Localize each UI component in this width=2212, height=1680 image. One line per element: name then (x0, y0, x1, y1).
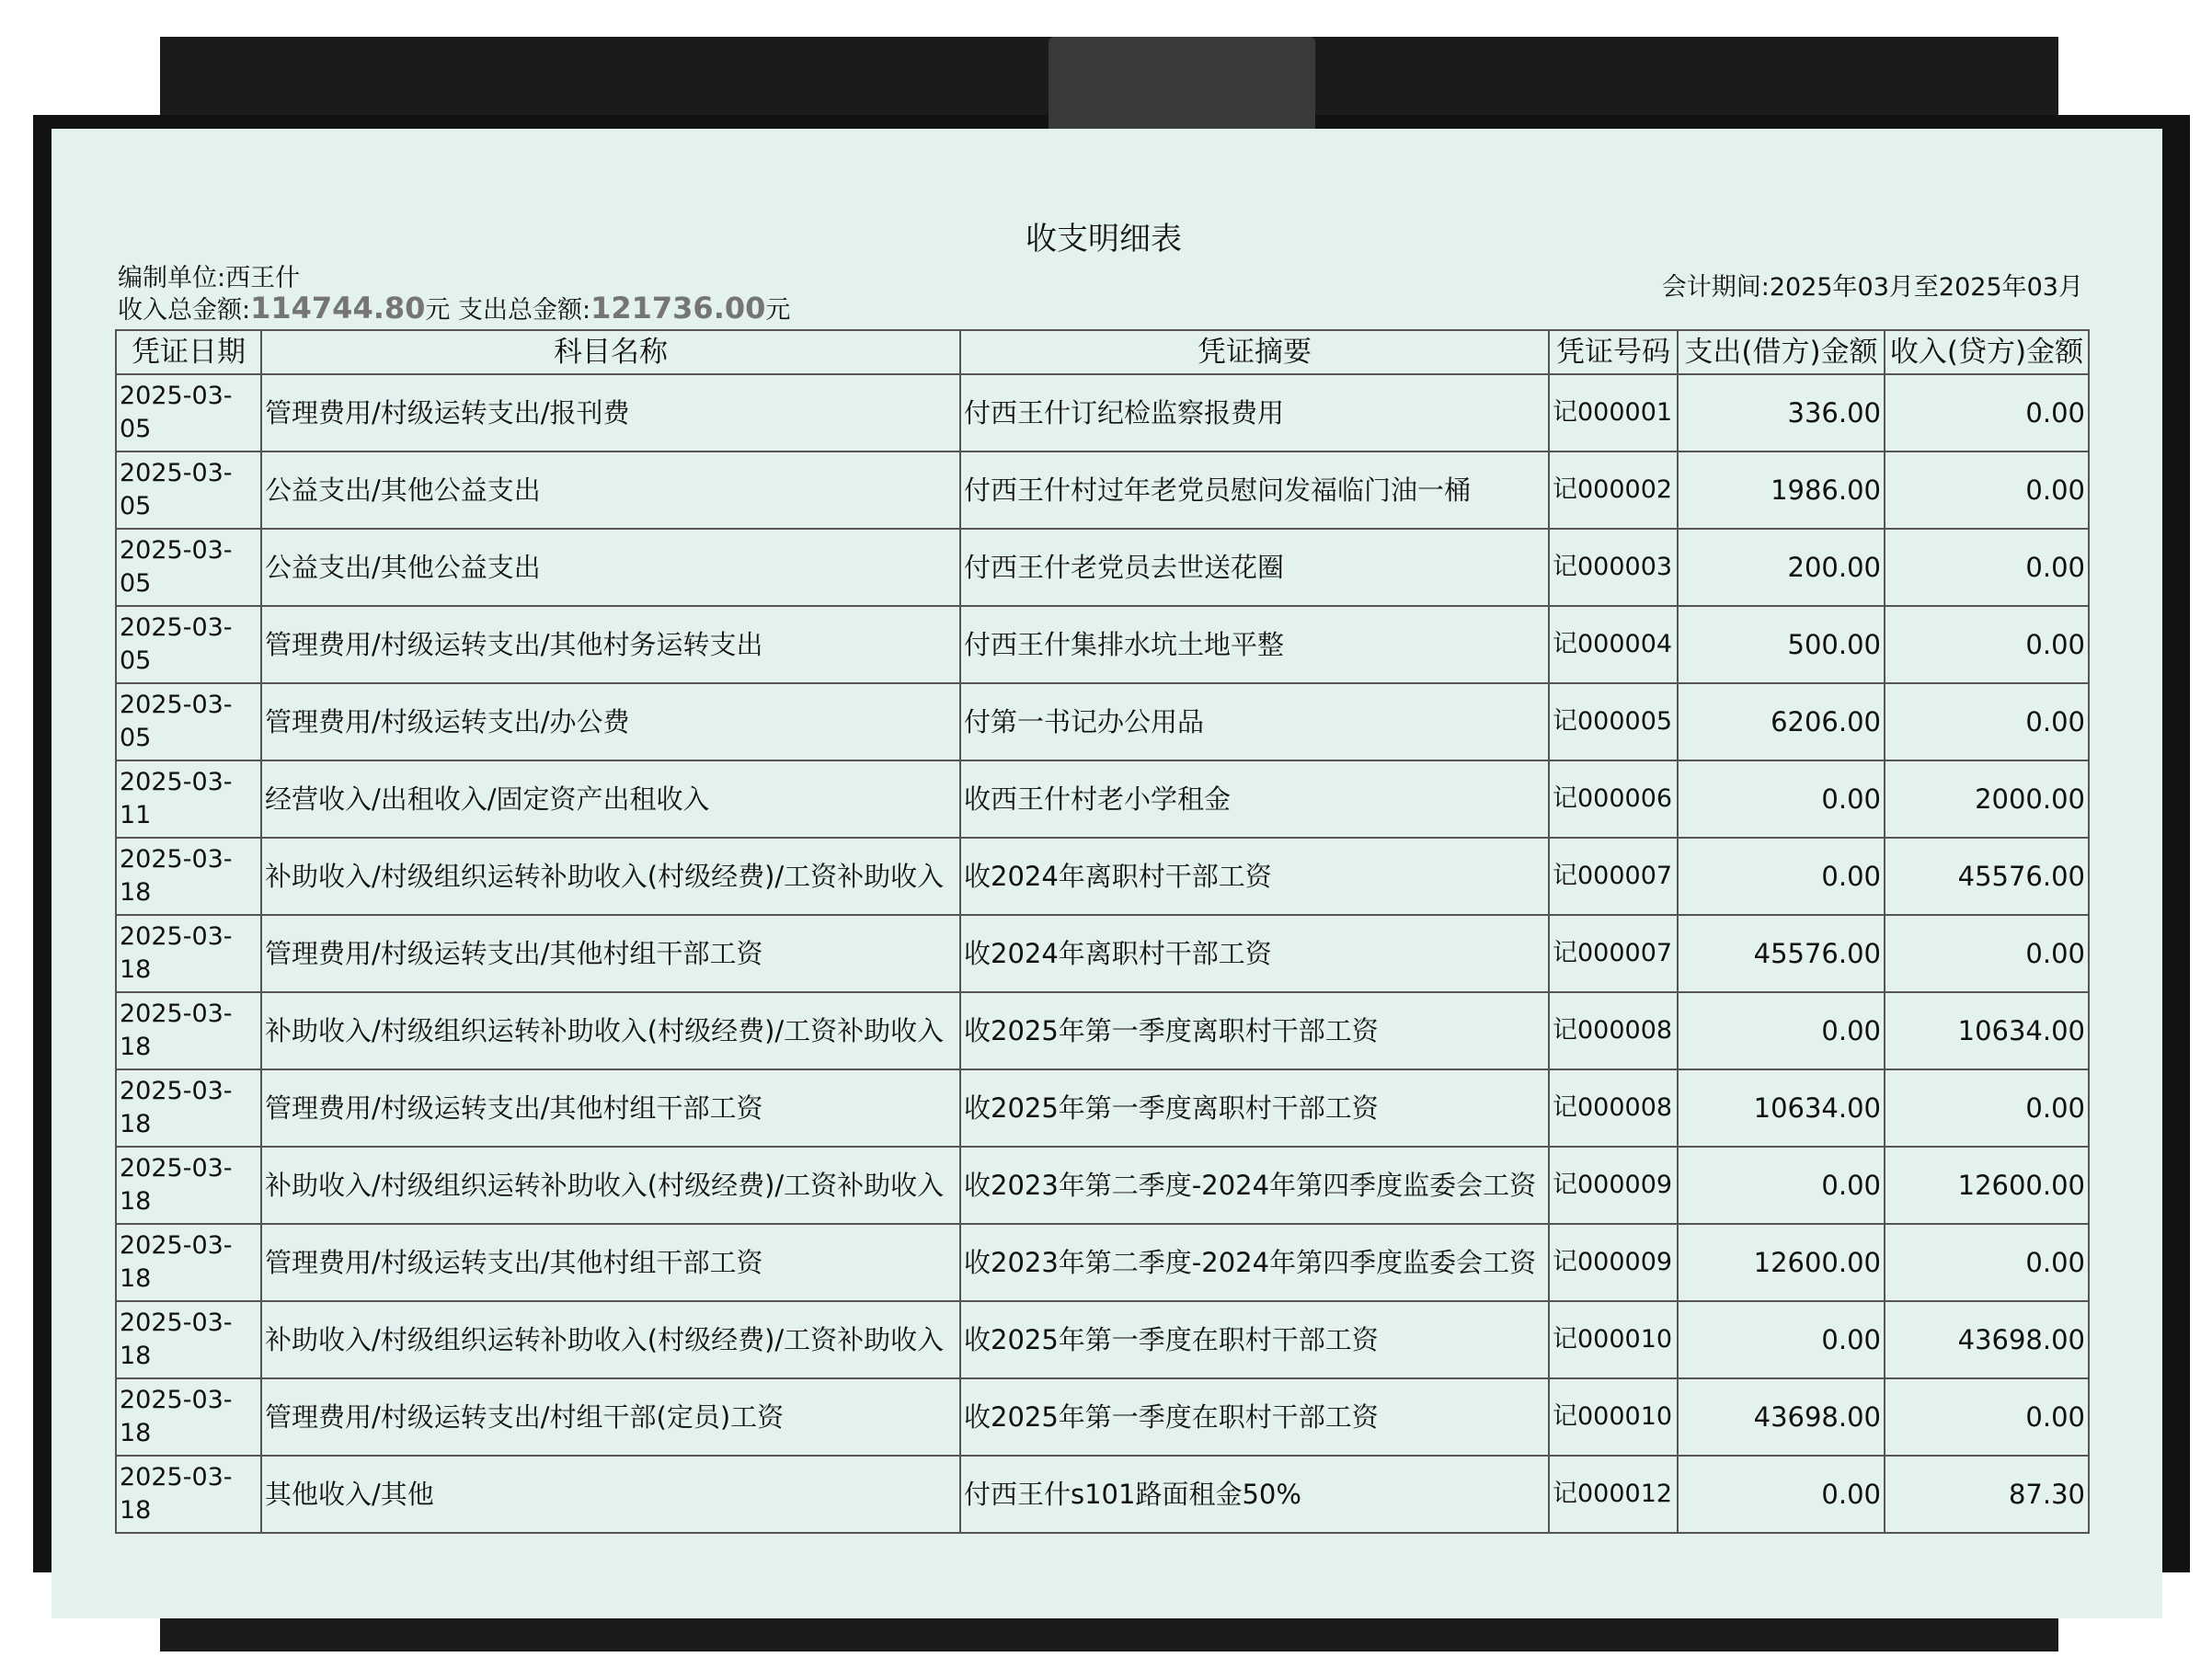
cell-debit: 12600.00 (1678, 1224, 1885, 1301)
table-row (116, 1069, 2089, 1147)
cell-voucher: 记000009 (1549, 1147, 1678, 1224)
cell-date: 2025-03-11 (116, 760, 261, 838)
cell-summary: 付西王什s101路面租金50% (960, 1456, 1549, 1533)
cell-credit: 0.00 (1885, 915, 2089, 992)
cell-summary: 收2023年第二季度-2024年第四季度监委会工资 (960, 1147, 1549, 1224)
cell-credit: 0.00 (1885, 1069, 2089, 1147)
table-row (116, 451, 2089, 529)
table-row (116, 683, 2089, 760)
cell-summary: 付西王什集排水坑土地平整 (960, 606, 1549, 683)
cell-date: 2025-03-05 (116, 451, 261, 529)
expense-total-label: 支出总金额: (457, 296, 591, 325)
cell-subject: 经营收入/出租收入/固定资产出租收入 (261, 760, 960, 838)
cell-debit: 1986.00 (1678, 451, 1885, 529)
cell-date: 2025-03-18 (116, 1301, 261, 1378)
cell-date: 2025-03-18 (116, 1224, 261, 1301)
cell-credit: 0.00 (1885, 683, 2089, 760)
cell-subject: 补助收入/村级组织运转补助收入(村级经费)/工资补助收入 (261, 1301, 960, 1378)
cell-summary: 付第一书记办公用品 (960, 683, 1549, 760)
header-row (116, 330, 2089, 374)
cell-summary: 付西王什老党员去世送花圈 (960, 529, 1549, 606)
income-total-suffix: 元 (425, 296, 458, 325)
column-header-credit: 收入(贷方)金额 (1885, 330, 2089, 374)
cell-credit: 0.00 (1885, 451, 2089, 529)
cell-voucher: 记000001 (1549, 374, 1678, 451)
cell-voucher: 记000005 (1549, 683, 1678, 760)
cell-credit: 2000.00 (1885, 760, 2089, 838)
table-row (116, 1378, 2089, 1456)
cell-credit: 45576.00 (1885, 838, 2089, 915)
cell-voucher: 记000004 (1549, 606, 1678, 683)
cell-summary: 收2025年第一季度离职村干部工资 (960, 1069, 1549, 1147)
cell-subject: 管理费用/村级运转支出/村组干部(定员)工资 (261, 1378, 960, 1456)
cell-subject: 管理费用/村级运转支出/其他村组干部工资 (261, 1224, 960, 1301)
cell-subject: 公益支出/其他公益支出 (261, 529, 960, 606)
cell-debit: 500.00 (1678, 606, 1885, 683)
cell-subject: 补助收入/村级组织运转补助收入(村级经费)/工资补助收入 (261, 838, 960, 915)
cell-voucher: 记000012 (1549, 1456, 1678, 1533)
cell-summary: 收2024年离职村干部工资 (960, 838, 1549, 915)
cell-voucher: 记000007 (1549, 915, 1678, 992)
cell-credit: 43698.00 (1885, 1301, 2089, 1378)
cell-debit: 200.00 (1678, 529, 1885, 606)
cell-subject: 公益支出/其他公益支出 (261, 451, 960, 529)
cell-credit: 0.00 (1885, 606, 2089, 683)
table-row (116, 1147, 2089, 1224)
table-row (116, 606, 2089, 683)
cell-subject: 管理费用/村级运转支出/其他村组干部工资 (261, 1069, 960, 1147)
cell-subject: 管理费用/村级运转支出/报刊费 (261, 374, 960, 451)
cell-date: 2025-03-18 (116, 1456, 261, 1533)
preparing-unit: 编制单位:西王什 (118, 264, 301, 292)
table-row (116, 1456, 2089, 1533)
column-header-voucher: 凭证号码 (1549, 330, 1678, 374)
cell-subject: 其他收入/其他 (261, 1456, 960, 1533)
cell-date: 2025-03-05 (116, 374, 261, 451)
table-row (116, 915, 2089, 992)
cell-subject: 补助收入/村级组织运转补助收入(村级经费)/工资补助收入 (261, 1147, 960, 1224)
ledger-body (116, 374, 2089, 1533)
cell-credit: 0.00 (1885, 1224, 2089, 1301)
cell-subject: 管理费用/村级运转支出/其他村组干部工资 (261, 915, 960, 992)
cell-debit: 0.00 (1678, 1147, 1885, 1224)
cell-credit: 0.00 (1885, 1378, 2089, 1456)
cell-summary: 付西王什订纪检监察报费用 (960, 374, 1549, 451)
cell-date: 2025-03-05 (116, 683, 261, 760)
table-row (116, 760, 2089, 838)
cell-subject: 管理费用/村级运转支出/办公费 (261, 683, 960, 760)
accounting-period: 会计期间:2025年03月至2025年03月 (1661, 273, 2083, 302)
cell-credit: 0.00 (1885, 529, 2089, 606)
column-header-subject: 科目名称 (261, 330, 960, 374)
expense-total-suffix: 元 (765, 296, 791, 325)
cell-summary: 收2025年第一季度在职村干部工资 (960, 1378, 1549, 1456)
cell-debit: 43698.00 (1678, 1378, 1885, 1456)
cell-voucher: 记000002 (1549, 451, 1678, 529)
table-row (116, 1301, 2089, 1378)
table-row (116, 1224, 2089, 1301)
cell-date: 2025-03-18 (116, 1069, 261, 1147)
cell-voucher: 记000010 (1549, 1378, 1678, 1456)
cell-credit: 0.00 (1885, 374, 2089, 451)
cell-debit: 10634.00 (1678, 1069, 1885, 1147)
cell-debit: 336.00 (1678, 374, 1885, 451)
cell-voucher: 记000009 (1549, 1224, 1678, 1301)
cell-summary: 收2023年第二季度-2024年第四季度监委会工资 (960, 1224, 1549, 1301)
cell-credit: 12600.00 (1885, 1147, 2089, 1224)
cell-debit: 0.00 (1678, 992, 1885, 1069)
cell-voucher: 记000007 (1549, 838, 1678, 915)
cell-debit: 0.00 (1678, 1301, 1885, 1378)
income-total-value: 114744.80 (250, 291, 426, 326)
cell-voucher: 记000003 (1549, 529, 1678, 606)
cell-summary: 收2024年离职村干部工资 (960, 915, 1549, 992)
table-row (116, 374, 2089, 451)
page-title: 收支明细表 (1026, 221, 1182, 257)
cell-debit: 0.00 (1678, 838, 1885, 915)
table-row (116, 529, 2089, 606)
cell-date: 2025-03-05 (116, 529, 261, 606)
cell-credit: 10634.00 (1885, 992, 2089, 1069)
column-header-date: 凭证日期 (116, 330, 261, 374)
cell-summary: 收2025年第一季度在职村干部工资 (960, 1301, 1549, 1378)
cell-date: 2025-03-18 (116, 1378, 261, 1456)
table-row (116, 992, 2089, 1069)
cell-subject: 补助收入/村级组织运转补助收入(村级经费)/工资补助收入 (261, 992, 960, 1069)
totals-line (118, 290, 790, 326)
cell-date: 2025-03-18 (116, 992, 261, 1069)
cell-voucher: 记000008 (1549, 1069, 1678, 1147)
cell-summary: 付西王什村过年老党员慰问发福临门油一桶 (960, 451, 1549, 529)
expense-total-value: 121736.00 (590, 291, 766, 326)
table-row (116, 838, 2089, 915)
cell-voucher: 记000006 (1549, 760, 1678, 838)
cell-date: 2025-03-18 (116, 838, 261, 915)
cell-voucher: 记000010 (1549, 1301, 1678, 1378)
cell-debit: 6206.00 (1678, 683, 1885, 760)
cell-date: 2025-03-05 (116, 606, 261, 683)
cell-debit: 0.00 (1678, 1456, 1885, 1533)
cell-date: 2025-03-18 (116, 1147, 261, 1224)
cell-debit: 0.00 (1678, 760, 1885, 838)
cell-summary: 收2025年第一季度离职村干部工资 (960, 992, 1549, 1069)
cell-summary: 收西王什村老小学租金 (960, 760, 1549, 838)
column-header-debit: 支出(借方)金额 (1678, 330, 1885, 374)
ledger-table (115, 329, 2090, 1534)
cell-subject: 管理费用/村级运转支出/其他村务运转支出 (261, 606, 960, 683)
column-header-summary: 凭证摘要 (960, 330, 1549, 374)
income-total-label: 收入总金额: (118, 296, 251, 325)
cell-credit: 87.30 (1885, 1456, 2089, 1533)
cell-debit: 45576.00 (1678, 915, 1885, 992)
cell-date: 2025-03-18 (116, 915, 261, 992)
cell-voucher: 记000008 (1549, 992, 1678, 1069)
